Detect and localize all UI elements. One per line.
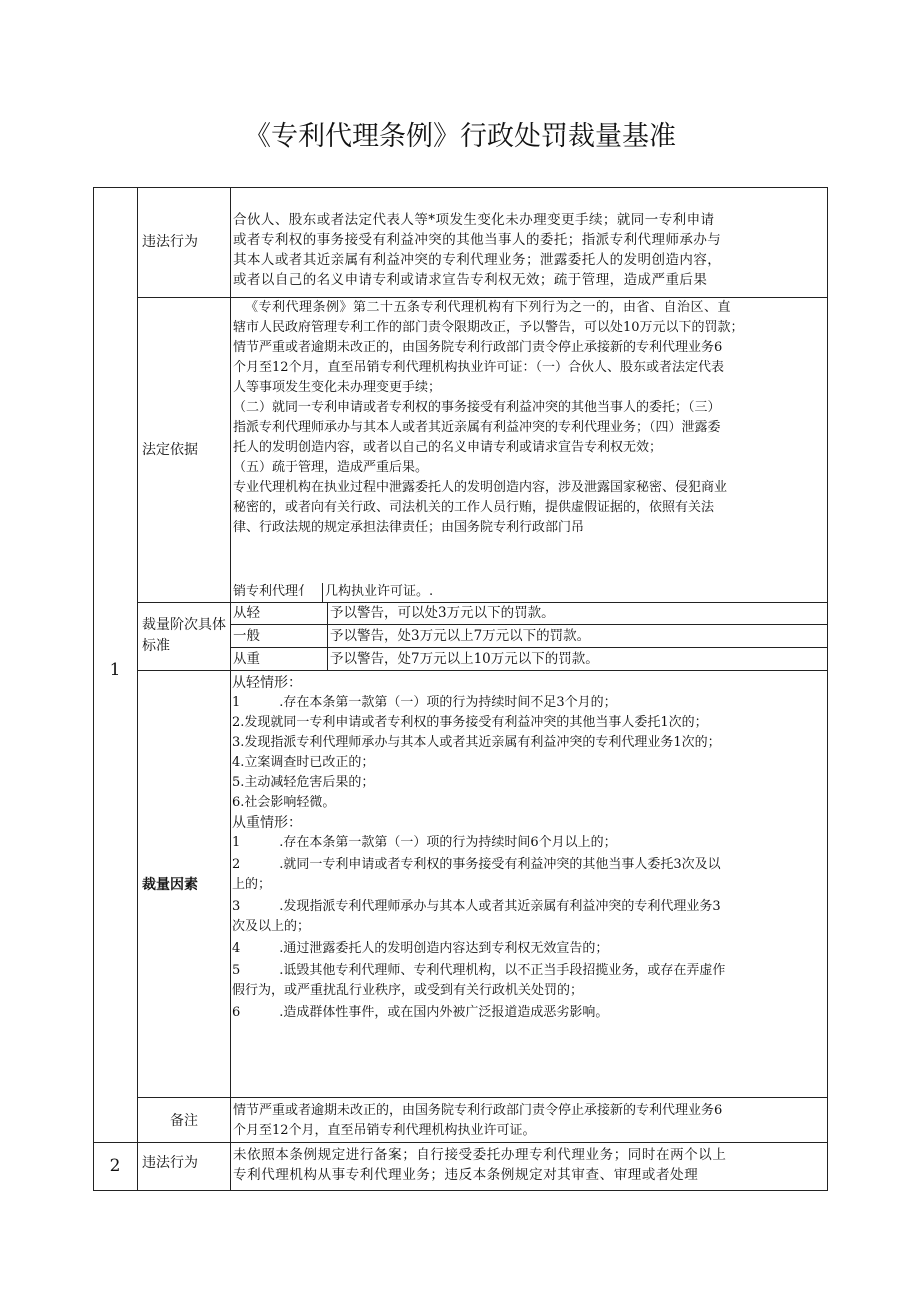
violation-text: 合伙人、股东或者法定代表人等*项发生变化未办理变更手续；就同一专利申请 或者专利权的事务接受有利益冲突的其他当事人的委托；指派专利代理师承办与 其本人或者其近亲属有利益冲突的专利代理业务；泄露委托人的发明创造内容， 或者以自己的名义申请专利或请求宣告专利权无效；疏于管理，造成严重后果 (233, 212, 722, 288)
legal-basis-label: 法定依据 (142, 442, 198, 458)
remarks-label: 备注 (170, 1113, 198, 1129)
remarks-text: 情节严重或者逾期未改正的，由国务院专利行政部门责令停止承接新的专利代理业务6 个月至12个月，直至吊销专利代理机构执业许可证。 (233, 1103, 723, 1138)
level-light-standard: 予以警告，可以处3万元以下的罚款。 (330, 605, 555, 621)
legal-basis-tail-right: 几构执业许可证。. (325, 584, 434, 599)
violation-label: 违法行为 (142, 1155, 198, 1171)
row-number: 2 (109, 1156, 121, 1176)
level-normal: 一般 (233, 628, 260, 644)
row-number: 1 (109, 660, 121, 680)
factors-label: 裁量因素 (142, 877, 198, 893)
level-normal-standard: 予以警告，处3万元以上7万元以下的罚款。 (330, 628, 591, 644)
level-light: 从轻 (233, 605, 260, 621)
legal-basis-text: 《专利代理条例》第二十五条专利代理机构有下列行为之一的，由省、自治区、直 辖市人民政府管理专利工作的部门责令限期改正，予以警告，可以处10万元以下的罚款； 情节严重或者逾期未改正的，由国务院专利行政部门责令停止承接新的专利代理业务6 个月至12个月，直至吊销专利代理机构执业许可证：（一）合伙人、股东或者法定代表 人等事项发生变化未办理变更手续； （二）就同一专利申请或者专利权的事务接受有利益冲突的其他当事人的委托；（三） 指派专利代理师承办与其本人或者其近亲属有利益冲突的专利代理业务；（四）泄露委 托人的发明创造内容，或者以自己的名义申请专利或请求宣告专利权无效； （五）疏于管理，造成严重后果。 专业代理机构在执业过程中泄露委托人的发明创造内容，涉及泄露国家秘密、侵犯商业 秘密的，或者向有关行政、司法机关的工作人员行贿，提供虚假证据的，依照有关法 律、行政法规的规定承担法律责任；由国务院专利行政部门吊 (233, 300, 744, 535)
violation-text: 未依照本条例规定进行备案；自行接受委托办理专利代理业务；同时在两个以上 专利代理机构从事专利代理业务；违反本条例规定对其审查、审理或者处理 (233, 1147, 727, 1183)
level-heavy: 从重 (233, 651, 260, 667)
violation-label: 违法行为 (142, 234, 198, 250)
level-heavy-standard: 予以警告，处7万元以上10万元以下的罚款。 (330, 651, 599, 667)
levels-label: 裁量阶次具体标准 (142, 617, 226, 654)
page-title: 《专利代理条例》行政处罚裁量基准 (244, 121, 676, 152)
legal-basis-tail-left: 销专利代理亻 (233, 584, 312, 599)
factors-text: 从轻情形： 1 .存在本条第一款第（一）项的行为持续时间不足3个月的； 2.发现就同一专利申请或者专利权的事务接受有利益冲突的其他当事人委托1次的； 3.发现指派专利代理师承办与其本人或者其近亲属有利益冲突的专利代理业务1次的； 4.立案调查时已改正的； 5.主动减轻危害后果的； 6.社会影响轻微。 从重情形： 1 .存在本条第一款第（一）项的行为持续时间6个月以上的； 2 .就同一专利申请或者专利权的事务接受有利益冲突的其他当事人委托3次及以 上的； 3 .发现指派专利代理师承办与其本人或者其近亲属有利益冲突的专利代理业务3 次及以上的； 4 .通过泄露委托人的发明创造内容达到专利权无效宣告的； 5 .诋毁其他专利代理师、专利代理机构，以不正当手段招揽业务，或存在弄虚作 假行为，或严重扰乱行业秩序，或受到有关行政机关处罚的； 6 .造成群体性事件，或在国内外被广泛报道造成恶劣影响。 (232, 675, 726, 1020)
